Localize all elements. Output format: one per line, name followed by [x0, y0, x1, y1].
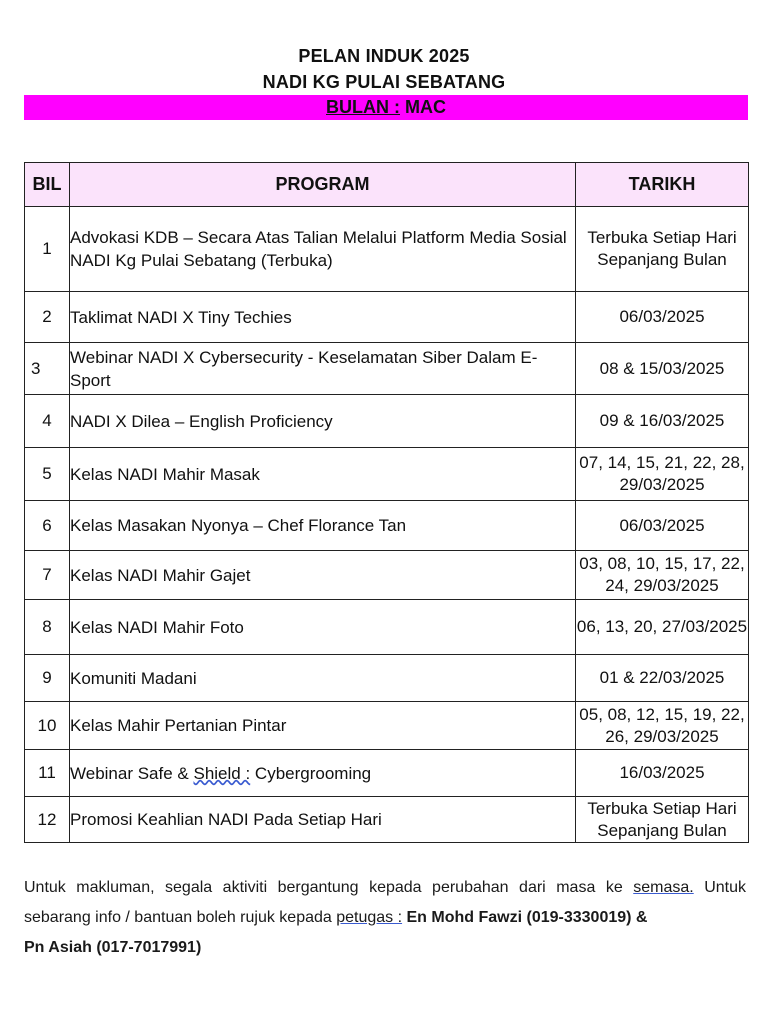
row-date: 06, 13, 20, 27/03/2025 [576, 600, 749, 655]
note-text-underlined: petugas : [336, 909, 403, 926]
row-program: Komuniti Madani [70, 655, 576, 702]
row-program: NADI X Dilea – English Proficiency [70, 395, 576, 448]
row-number: 12 [25, 797, 70, 843]
row-date: 09 & 16/03/2025 [576, 395, 749, 448]
row-number: 7 [25, 551, 70, 600]
note-text: sebarang info / bantuan boleh rujuk kepada [24, 909, 337, 926]
contact-person-2: Pn Asiah (017-7017991) [24, 939, 202, 956]
note-text-underlined: semasa. [633, 879, 694, 896]
program-table [24, 162, 749, 843]
row-number: 5 [25, 448, 70, 501]
row-date: 16/03/2025 [576, 750, 749, 797]
month-banner [24, 95, 748, 120]
table-row [25, 501, 749, 551]
program-text: Cybergrooming [250, 763, 372, 783]
program-text: Webinar Safe & [70, 763, 194, 783]
row-program: Webinar NADI X Cybersecurity - Keselamatan Siber Dalam E-Sport [70, 343, 576, 395]
column-header-program: PROGRAM [70, 163, 576, 207]
row-program: Kelas NADI Mahir Foto [70, 600, 576, 655]
row-date: 07, 14, 15, 21, 22, 28, 29/03/2025 [576, 448, 749, 501]
row-program: Promosi Keahlian NADI Pada Setiap Hari [70, 797, 576, 843]
note-line-1 [24, 873, 746, 903]
row-number: 3 [25, 343, 70, 395]
row-number: 8 [25, 600, 70, 655]
table-row [25, 292, 749, 343]
table-row [25, 207, 749, 292]
row-date: 06/03/2025 [576, 501, 749, 551]
row-date: 05, 08, 12, 15, 19, 22, 26, 29/03/2025 [576, 702, 749, 750]
table-row [25, 343, 749, 395]
row-date: 01 & 22/03/2025 [576, 655, 749, 702]
row-program: Kelas Mahir Pertanian Pintar [70, 702, 576, 750]
table-row [25, 702, 749, 750]
document-subtitle: NADI KG PULAI SEBATANG [262, 72, 506, 92]
note-text: Untuk [693, 879, 746, 896]
program-text-underlined: Shield : [193, 763, 251, 783]
note-text: Untuk makluman, segala aktiviti bergantung kepada perubahan dari masa ke [24, 879, 634, 896]
table-row [25, 655, 749, 702]
row-date: Terbuka Setiap Hari Sepanjang Bulan [576, 797, 749, 843]
table-row [25, 551, 749, 600]
table-row [25, 750, 749, 797]
note-line-2 [24, 903, 746, 933]
row-number: 4 [25, 395, 70, 448]
row-date: 08 & 15/03/2025 [576, 343, 749, 395]
column-header-bil: BIL [25, 163, 70, 207]
row-number: 6 [25, 501, 70, 551]
row-program [70, 750, 576, 797]
note-line-3 [24, 933, 746, 963]
row-date: Terbuka Setiap Hari Sepanjang Bulan [576, 207, 749, 292]
document-title: PELAN INDUK 2025 [298, 46, 470, 66]
contact-person-1: En Mohd Fawzi (019-3330019) & [402, 909, 648, 926]
row-number: 9 [25, 655, 70, 702]
row-program: Kelas NADI Mahir Masak [70, 448, 576, 501]
month-value: MAC [400, 97, 446, 117]
row-number: 2 [25, 292, 70, 343]
table-row [25, 600, 749, 655]
table-row [25, 448, 749, 501]
table-row [25, 395, 749, 448]
row-number: 1 [25, 207, 70, 292]
row-number: 11 [25, 750, 70, 797]
table-header-row [25, 163, 749, 207]
row-program: Kelas NADI Mahir Gajet [70, 551, 576, 600]
row-program: Kelas Masakan Nyonya – Chef Florance Tan [70, 501, 576, 551]
row-program: Advokasi KDB – Secara Atas Talian Melalui Platform Media Sosial NADI Kg Pulai Sebatang (Terbuka) [70, 207, 576, 292]
row-number: 10 [25, 702, 70, 750]
footer-note [24, 873, 746, 963]
row-program: Taklimat NADI X Tiny Techies [70, 292, 576, 343]
month-label: BULAN : [326, 97, 400, 117]
table-row [25, 797, 749, 843]
column-header-tarikh: TARIKH [576, 163, 749, 207]
row-date: 03, 08, 10, 15, 17, 22, 24, 29/03/2025 [576, 551, 749, 600]
row-date: 06/03/2025 [576, 292, 749, 343]
